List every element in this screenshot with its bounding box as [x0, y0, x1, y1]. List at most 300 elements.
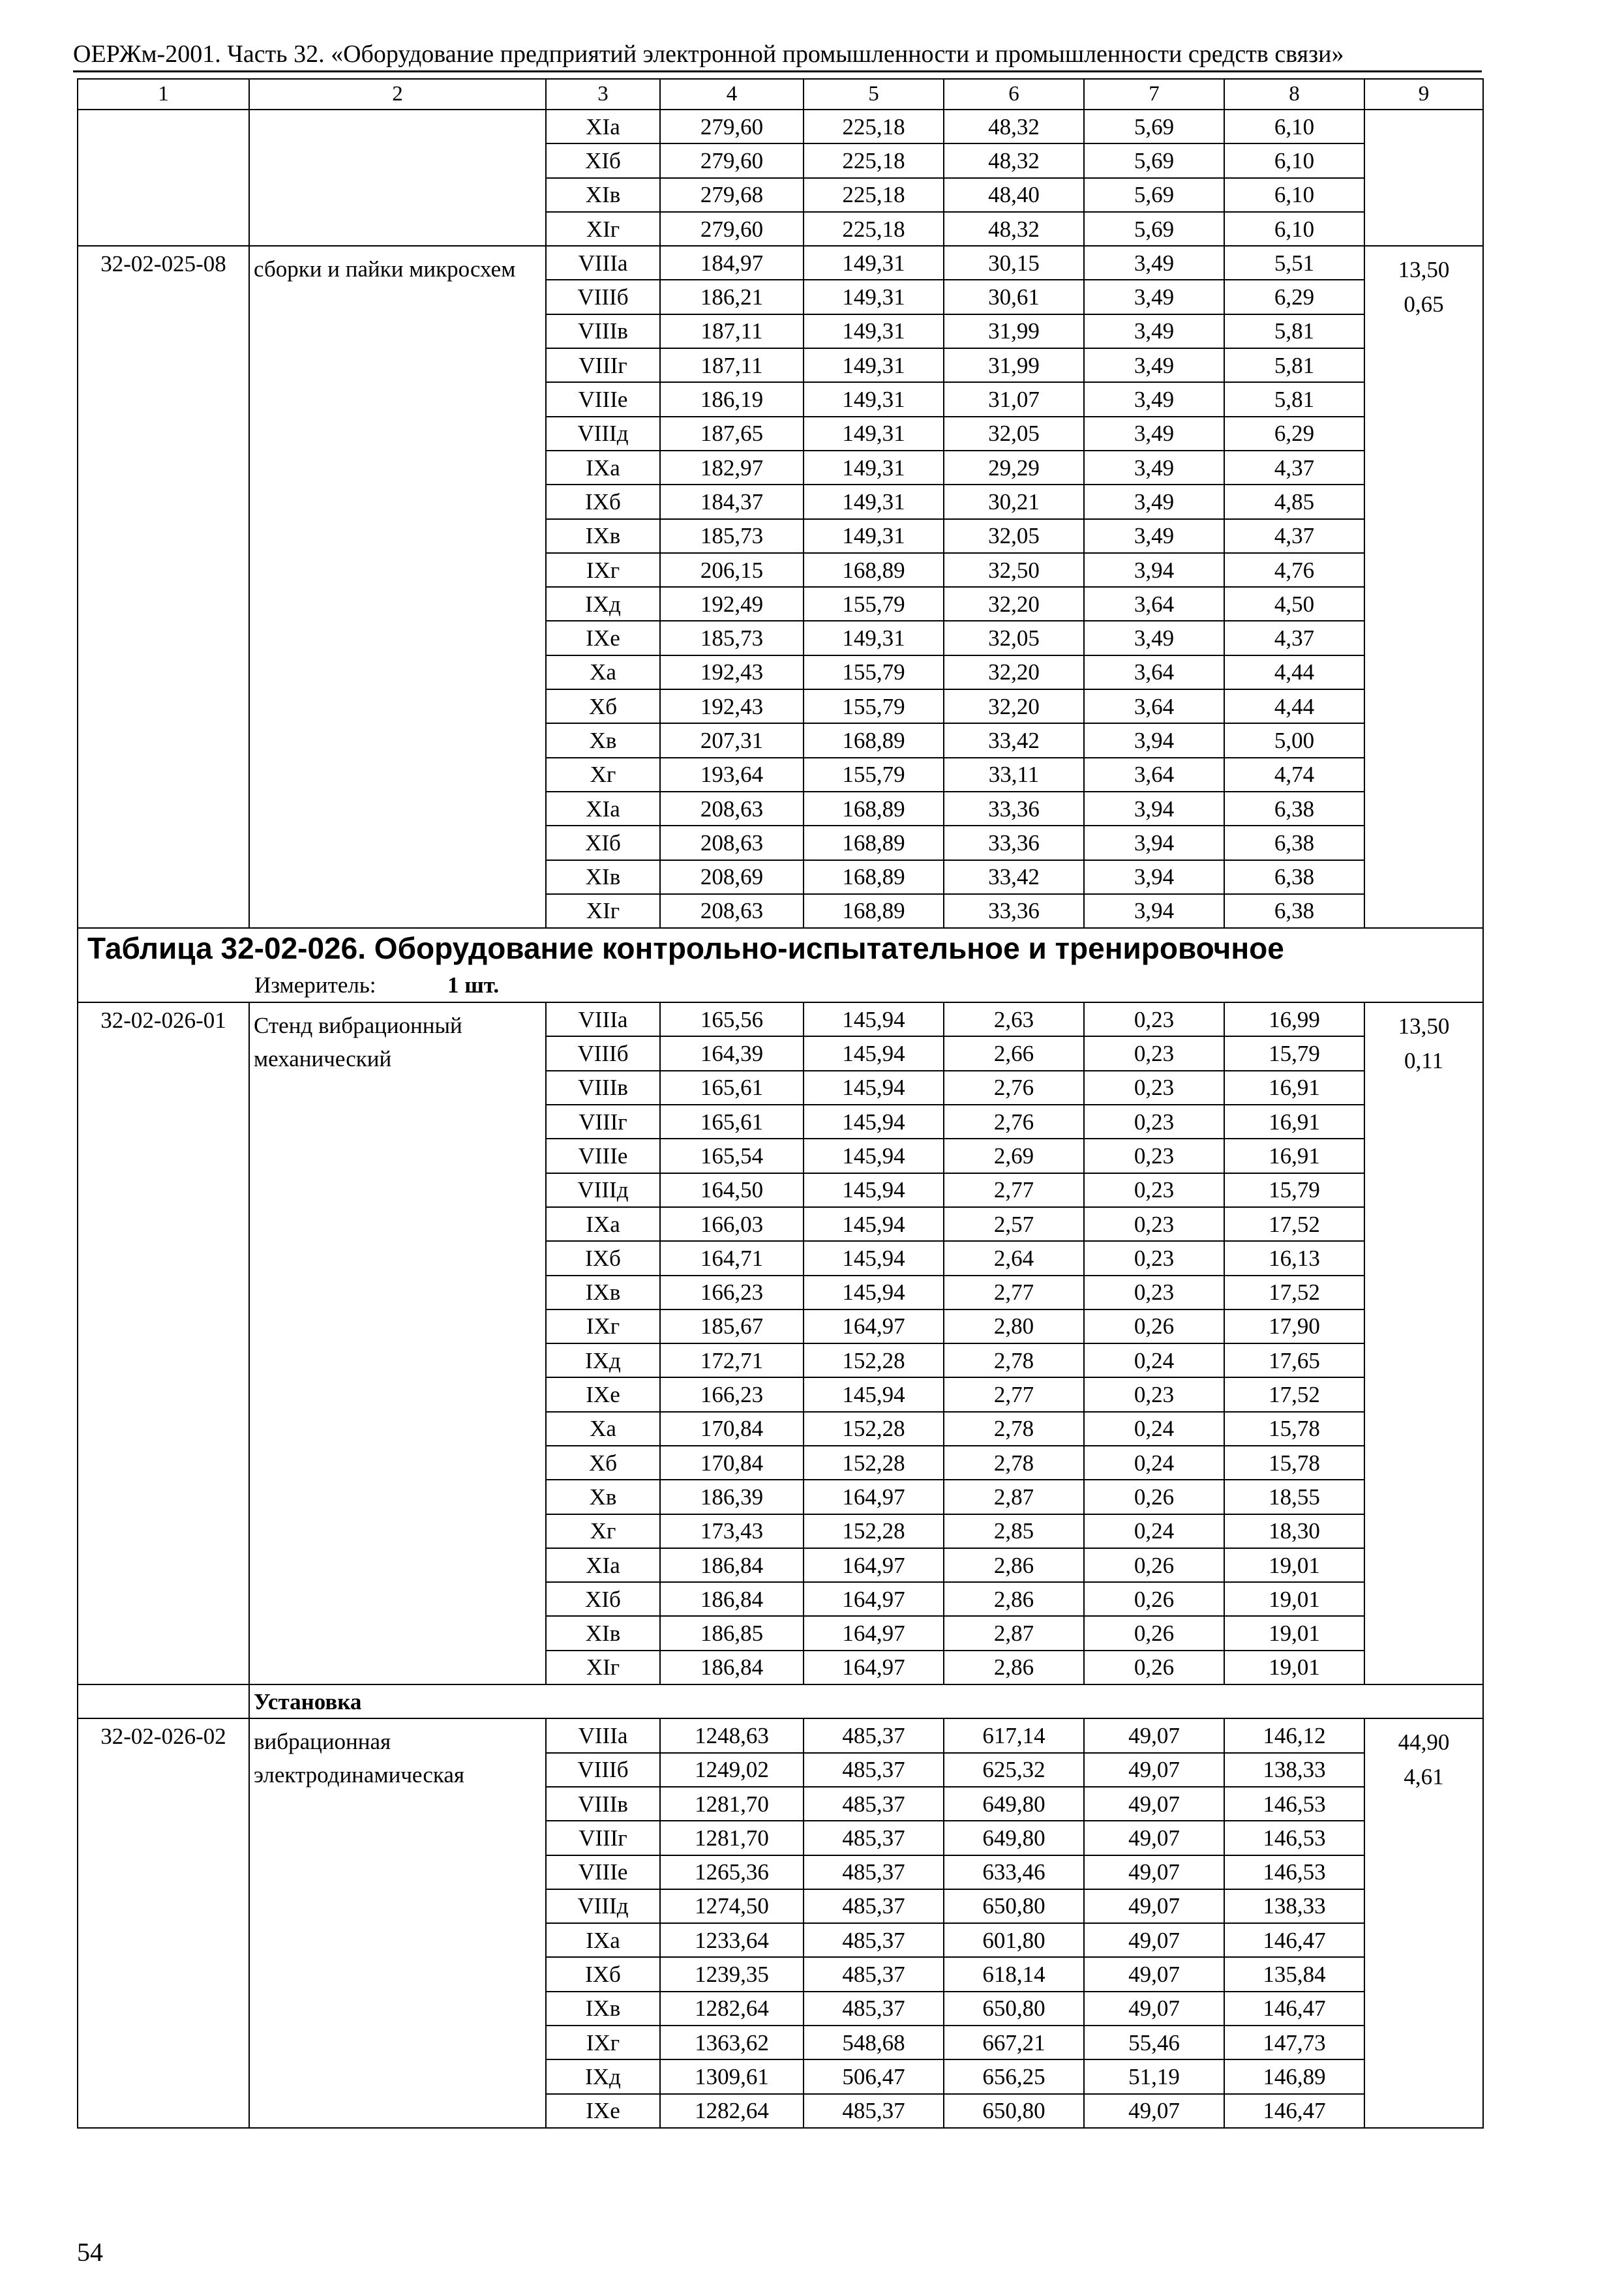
table-cell: 2,76	[944, 1105, 1084, 1139]
table-cell: 1282,64	[660, 2094, 804, 2128]
table-cell: 3,64	[1084, 689, 1224, 723]
table-cell: 173,43	[660, 1514, 804, 1548]
table-cell: 49,07	[1084, 1923, 1224, 1957]
table-cell: 164,97	[804, 1548, 944, 1582]
table-cell: 3,94	[1084, 860, 1224, 894]
table-cell: 0,23	[1084, 1276, 1224, 1309]
table-cell: 0,26	[1084, 1651, 1224, 1684]
table-cell: 2,78	[944, 1343, 1084, 1377]
table-cell: 4,37	[1224, 451, 1364, 485]
table-cell: 186,84	[660, 1651, 804, 1684]
table-cell: 6,38	[1224, 860, 1364, 894]
table-row	[78, 246, 1483, 280]
table-cell	[78, 1684, 249, 1718]
table-cell: 4,37	[1224, 519, 1364, 553]
rate-code: 32-02-026-01	[78, 1002, 249, 1684]
table-cell: 192,43	[660, 689, 804, 723]
table-cell: 149,31	[804, 451, 944, 485]
table-cell: VIIIг	[546, 1105, 660, 1139]
table-cell: 165,61	[660, 1105, 804, 1139]
table-cell: 618,14	[944, 1957, 1084, 1991]
table-cell: 3,94	[1084, 723, 1224, 757]
table-cell: IXе	[546, 621, 660, 655]
column-number: 2	[249, 79, 546, 110]
table-cell: 147,73	[1224, 2026, 1364, 2059]
table-cell: 6,38	[1224, 792, 1364, 826]
equipment-name: вибрационная электродинамическая	[249, 1718, 546, 2128]
table-cell: 32,05	[944, 621, 1084, 655]
table-cell: 48,32	[944, 143, 1084, 177]
table-cell: 32,20	[944, 689, 1084, 723]
table-cell: 149,31	[804, 382, 944, 416]
table-cell: VIIIа	[546, 1718, 660, 1752]
table-cell: 4,85	[1224, 485, 1364, 518]
table-cell: 1239,35	[660, 1957, 804, 1991]
table-cell: VIIIе	[546, 1855, 660, 1889]
table-cell: 192,43	[660, 655, 804, 689]
table-cell: 32,05	[944, 417, 1084, 451]
table-cell: 3,94	[1084, 826, 1224, 860]
table-cell: 0,24	[1084, 1343, 1224, 1377]
table-title: Таблица 32-02-026. Оборудование контрольно-испытательное и тренировочное	[78, 928, 1483, 968]
table-cell: 2,77	[944, 1173, 1084, 1207]
table-cell: 166,23	[660, 1276, 804, 1309]
table-cell: 185,73	[660, 621, 804, 655]
table-cell: Xв	[546, 1480, 660, 1514]
table-cell: 19,01	[1224, 1651, 1364, 1684]
table-cell: VIIIе	[546, 382, 660, 416]
table-cell: 0,23	[1084, 1036, 1224, 1070]
table-row	[78, 1718, 1483, 1752]
table-cell: 149,31	[804, 621, 944, 655]
column-number: 7	[1084, 79, 1224, 110]
table-cell: VIIIб	[546, 1036, 660, 1070]
table-cell: 155,79	[804, 689, 944, 723]
table-cell: VIIIб	[546, 1753, 660, 1787]
table-cell: 184,37	[660, 485, 804, 518]
table-cell: 650,80	[944, 2094, 1084, 2128]
table-cell: XIг	[546, 894, 660, 928]
table-cell: 49,07	[1084, 1821, 1224, 1855]
table-cell: 3,64	[1084, 655, 1224, 689]
table-cell: 5,69	[1084, 178, 1224, 212]
table-cell: 33,11	[944, 758, 1084, 792]
table-cell: 182,97	[660, 451, 804, 485]
table-cell: IXб	[546, 1241, 660, 1275]
table-cell: 187,11	[660, 314, 804, 348]
table-cell: IXб	[546, 1957, 660, 1991]
rates-table	[77, 78, 1484, 2129]
table-cell: 152,28	[804, 1514, 944, 1548]
table-cell: 152,28	[804, 1446, 944, 1480]
table-cell: 0,23	[1084, 1377, 1224, 1411]
table-cell: 145,94	[804, 1241, 944, 1275]
table-cell: 1309,61	[660, 2059, 804, 2093]
table-cell: Xб	[546, 1446, 660, 1480]
table-cell: 30,15	[944, 246, 1084, 280]
table-cell: 485,37	[804, 1821, 944, 1855]
table-cell: IXд	[546, 587, 660, 621]
rate-code	[78, 110, 249, 246]
table-cell: 164,97	[804, 1582, 944, 1616]
table-cell: XIа	[546, 1548, 660, 1582]
table-cell: 172,71	[660, 1343, 804, 1377]
table-cell: 4,37	[1224, 621, 1364, 655]
table-cell: 164,97	[804, 1616, 944, 1650]
table-cell: 15,78	[1224, 1412, 1364, 1446]
table-cell: 506,47	[804, 2059, 944, 2093]
table-cell: 6,10	[1224, 110, 1364, 143]
table-cell: 145,94	[804, 1276, 944, 1309]
equipment-name	[249, 110, 546, 246]
table-cell: 279,68	[660, 178, 804, 212]
table-cell: 17,52	[1224, 1207, 1364, 1241]
table-cell: 32,20	[944, 587, 1084, 621]
table-cell: XIг	[546, 1651, 660, 1684]
table-cell: 164,71	[660, 1241, 804, 1275]
table-cell: 4,44	[1224, 655, 1364, 689]
table-cell: 225,18	[804, 110, 944, 143]
table-cell: 164,97	[804, 1480, 944, 1514]
table-cell: 625,32	[944, 1753, 1084, 1787]
table-cell: 145,94	[804, 1377, 944, 1411]
table-cell: 485,37	[804, 2094, 944, 2128]
table-cell: 2,63	[944, 1002, 1084, 1036]
table-cell: 225,18	[804, 143, 944, 177]
table-cell: 2,76	[944, 1071, 1084, 1105]
table-cell: 1233,64	[660, 1923, 804, 1957]
table-cell: IXа	[546, 1923, 660, 1957]
table-cell: VIIIг	[546, 1821, 660, 1855]
table-cell: 15,79	[1224, 1036, 1364, 1070]
table-cell: 145,94	[804, 1036, 944, 1070]
table-cell: 55,46	[1084, 2026, 1224, 2059]
table-cell: Xв	[546, 723, 660, 757]
table-cell: 32,05	[944, 519, 1084, 553]
table-cell: 187,65	[660, 417, 804, 451]
table-cell: 3,49	[1084, 246, 1224, 280]
table-cell: IXв	[546, 1992, 660, 2026]
table-cell: 186,84	[660, 1582, 804, 1616]
index-value: 4,61	[1404, 1764, 1444, 1790]
index-value: 0,11	[1404, 1048, 1443, 1074]
table-cell: 19,01	[1224, 1548, 1364, 1582]
table-cell: 51,19	[1084, 2059, 1224, 2093]
table-cell: 0,26	[1084, 1582, 1224, 1616]
column-number-row	[78, 79, 1483, 110]
table-cell: 650,80	[944, 1889, 1084, 1923]
table-cell: 192,49	[660, 587, 804, 621]
table-cell: 208,69	[660, 860, 804, 894]
table-cell: 149,31	[804, 519, 944, 553]
table-cell: 18,30	[1224, 1514, 1364, 1548]
table-cell: 4,76	[1224, 553, 1364, 587]
index-cell	[1364, 1718, 1483, 2128]
table-cell: 149,31	[804, 348, 944, 382]
table-cell: 155,79	[804, 587, 944, 621]
index-cell	[1364, 110, 1483, 246]
table-cell: 170,84	[660, 1412, 804, 1446]
table-cell: IXе	[546, 1377, 660, 1411]
table-cell: 145,94	[804, 1071, 944, 1105]
table-cell: 0,23	[1084, 1139, 1224, 1173]
table-cell: 4,74	[1224, 758, 1364, 792]
table-cell: 165,61	[660, 1071, 804, 1105]
table-cell: 0,23	[1084, 1241, 1224, 1275]
table-cell: 5,81	[1224, 348, 1364, 382]
table-cell: 0,26	[1084, 1616, 1224, 1650]
table-cell: 2,66	[944, 1036, 1084, 1070]
table-cell: 279,60	[660, 110, 804, 143]
table-cell: 6,10	[1224, 178, 1364, 212]
table-cell: 149,31	[804, 246, 944, 280]
table-cell: VIIIд	[546, 1889, 660, 1923]
table-cell: 2,69	[944, 1139, 1084, 1173]
table-cell: 2,57	[944, 1207, 1084, 1241]
table-cell: 149,31	[804, 314, 944, 348]
equipment-name: Стенд вибрационный механический	[249, 1002, 546, 1684]
table-cell: Xа	[546, 1412, 660, 1446]
table-cell: 3,49	[1084, 314, 1224, 348]
table-cell: 3,64	[1084, 587, 1224, 621]
table-cell: VIIIа	[546, 246, 660, 280]
table-cell: 48,40	[944, 178, 1084, 212]
table-cell: 279,60	[660, 143, 804, 177]
table-cell: 33,36	[944, 792, 1084, 826]
table-cell: 0,23	[1084, 1071, 1224, 1105]
table-cell: 206,15	[660, 553, 804, 587]
table-cell: 0,24	[1084, 1412, 1224, 1446]
table-cell: 149,31	[804, 417, 944, 451]
table-cell: 145,94	[804, 1002, 944, 1036]
table-cell: 146,47	[1224, 1923, 1364, 1957]
table-cell: XIв	[546, 178, 660, 212]
table-cell: XIа	[546, 792, 660, 826]
table-cell: 485,37	[804, 1855, 944, 1889]
table-cell: 617,14	[944, 1718, 1084, 1752]
table-cell: Xб	[546, 689, 660, 723]
table-cell: 186,84	[660, 1548, 804, 1582]
table-cell: 30,61	[944, 280, 1084, 314]
table-cell: 0,26	[1084, 1309, 1224, 1343]
table-cell: 165,56	[660, 1002, 804, 1036]
table-cell: 170,84	[660, 1446, 804, 1480]
table-cell: XIа	[546, 110, 660, 143]
table-cell: 18,55	[1224, 1480, 1364, 1514]
table-cell: 168,89	[804, 894, 944, 928]
table-row	[78, 110, 1483, 143]
subheading-row	[78, 1684, 1483, 1718]
table-cell: 186,39	[660, 1480, 804, 1514]
table-cell: 5,81	[1224, 314, 1364, 348]
table-cell: 31,99	[944, 348, 1084, 382]
column-number: 9	[1364, 79, 1483, 110]
table-cell: 164,39	[660, 1036, 804, 1070]
table-cell: 4,50	[1224, 587, 1364, 621]
table-cell: 3,49	[1084, 451, 1224, 485]
table-cell: 30,21	[944, 485, 1084, 518]
table-cell: Xа	[546, 655, 660, 689]
table-cell: VIIIв	[546, 314, 660, 348]
table-cell: VIIIд	[546, 417, 660, 451]
table-cell: 485,37	[804, 1718, 944, 1752]
measure-value: 1 шт.	[447, 972, 500, 998]
table-cell: 2,78	[944, 1412, 1084, 1446]
table-cell: 279,60	[660, 212, 804, 246]
table-cell: 5,69	[1084, 143, 1224, 177]
table-cell: 31,07	[944, 382, 1084, 416]
table-cell: 4,44	[1224, 689, 1364, 723]
table-cell: 16,99	[1224, 1002, 1364, 1036]
table-cell: 649,80	[944, 1821, 1084, 1855]
table-cell: 184,97	[660, 246, 804, 280]
table-cell: IXв	[546, 1276, 660, 1309]
table-cell: 168,89	[804, 860, 944, 894]
table-cell: 168,89	[804, 723, 944, 757]
table-cell: 146,47	[1224, 1992, 1364, 2026]
table-cell: 0,24	[1084, 1446, 1224, 1480]
table-cell: 155,79	[804, 758, 944, 792]
table-cell: 48,32	[944, 212, 1084, 246]
table-cell: 16,91	[1224, 1139, 1364, 1173]
table-cell: 2,77	[944, 1276, 1084, 1309]
rate-code: 32-02-026-02	[78, 1718, 249, 2128]
column-number: 8	[1224, 79, 1364, 110]
table-cell: 15,78	[1224, 1446, 1364, 1480]
table-cell: 186,19	[660, 382, 804, 416]
table-cell: 33,36	[944, 894, 1084, 928]
table-cell: 146,12	[1224, 1718, 1364, 1752]
table-cell: 485,37	[804, 1889, 944, 1923]
table-cell: IXб	[546, 485, 660, 518]
table-cell: 164,97	[804, 1309, 944, 1343]
table-cell: IXа	[546, 451, 660, 485]
table-cell: 138,33	[1224, 1889, 1364, 1923]
table-cell: 208,63	[660, 826, 804, 860]
table-cell: 3,64	[1084, 758, 1224, 792]
table-cell: 1248,63	[660, 1718, 804, 1752]
table-cell: 152,28	[804, 1343, 944, 1377]
table-cell: 485,37	[804, 1923, 944, 1957]
measure-row	[78, 968, 1483, 1002]
table-cell: 6,10	[1224, 212, 1364, 246]
table-cell: 17,90	[1224, 1309, 1364, 1343]
column-number: 1	[78, 79, 249, 110]
table-cell: 152,28	[804, 1412, 944, 1446]
table-cell: 49,07	[1084, 1889, 1224, 1923]
table-cell: 49,07	[1084, 1787, 1224, 1821]
table-cell: 207,31	[660, 723, 804, 757]
table-cell: 32,50	[944, 553, 1084, 587]
index-cell	[1364, 1002, 1483, 1684]
table-cell: 3,49	[1084, 485, 1224, 518]
table-cell: 164,50	[660, 1173, 804, 1207]
table-cell: 17,52	[1224, 1276, 1364, 1309]
table-cell: 649,80	[944, 1787, 1084, 1821]
table-cell: 164,97	[804, 1651, 944, 1684]
table-cell: IXг	[546, 553, 660, 587]
index-value: 44,90	[1398, 1729, 1450, 1756]
table-cell: 3,49	[1084, 519, 1224, 553]
table-cell: 48,32	[944, 110, 1084, 143]
table-cell: 1282,64	[660, 1992, 804, 2026]
table-cell: 0,23	[1084, 1207, 1224, 1241]
table-cell: 17,65	[1224, 1343, 1364, 1377]
table-cell: 15,79	[1224, 1173, 1364, 1207]
table-cell: 17,52	[1224, 1377, 1364, 1411]
table-cell: Xг	[546, 758, 660, 792]
column-number: 6	[944, 79, 1084, 110]
table-cell: 2,77	[944, 1377, 1084, 1411]
measure-label: Измеритель:	[254, 972, 376, 998]
table-cell: 185,67	[660, 1309, 804, 1343]
table-cell: 135,84	[1224, 1957, 1364, 1991]
table-cell: 49,07	[1084, 1753, 1224, 1787]
table-cell: 2,87	[944, 1480, 1084, 1514]
table-cell: 667,21	[944, 2026, 1084, 2059]
table-cell: 485,37	[804, 1787, 944, 1821]
table-cell: 49,07	[1084, 1718, 1224, 1752]
table-cell: 2,80	[944, 1309, 1084, 1343]
table-cell: 16,91	[1224, 1105, 1364, 1139]
table-title-row	[78, 928, 1483, 968]
table-cell: VIIIв	[546, 1071, 660, 1105]
table-cell: 168,89	[804, 792, 944, 826]
table-cell: 145,94	[804, 1207, 944, 1241]
table-cell: 33,42	[944, 860, 1084, 894]
table-cell: 146,53	[1224, 1855, 1364, 1889]
table-cell: 145,94	[804, 1173, 944, 1207]
table-cell: XIб	[546, 143, 660, 177]
table-cell: 6,29	[1224, 417, 1364, 451]
table-cell: 149,31	[804, 485, 944, 518]
table-cell: 145,94	[804, 1139, 944, 1173]
table-cell: 165,54	[660, 1139, 804, 1173]
page-number: 54	[77, 2237, 103, 2267]
table-cell: 485,37	[804, 1992, 944, 2026]
table-cell: 548,68	[804, 2026, 944, 2059]
table-cell: 193,64	[660, 758, 804, 792]
table-cell: 1274,50	[660, 1889, 804, 1923]
table-cell: 138,33	[1224, 1753, 1364, 1787]
table-cell: 2,87	[944, 1616, 1084, 1650]
table-cell: 33,36	[944, 826, 1084, 860]
table-cell: 3,49	[1084, 417, 1224, 451]
table-cell: 3,94	[1084, 792, 1224, 826]
table-row	[78, 1002, 1483, 1036]
table-cell: 1281,70	[660, 1787, 804, 1821]
table-cell: 155,79	[804, 655, 944, 689]
table-cell: VIIIб	[546, 280, 660, 314]
table-cell: 1265,36	[660, 1855, 804, 1889]
page-header: ОЕРЖм-2001. Часть 32. «Оборудование предприятий электронной промышленности и промышленности средств связи»	[73, 38, 1482, 72]
table-cell: XIб	[546, 826, 660, 860]
table-cell: IXв	[546, 519, 660, 553]
table-cell: 145,94	[804, 1105, 944, 1139]
index-value: 13,50	[1398, 1013, 1450, 1040]
table-cell: 485,37	[804, 1753, 944, 1787]
table-cell: 2,78	[944, 1446, 1084, 1480]
column-number: 4	[660, 79, 804, 110]
table-cell: 485,37	[804, 1957, 944, 1991]
table-cell: 185,73	[660, 519, 804, 553]
table-cell: IXд	[546, 2059, 660, 2093]
table-cell: 225,18	[804, 178, 944, 212]
table-cell: 49,07	[1084, 2094, 1224, 2128]
table-cell: 650,80	[944, 1992, 1084, 2026]
table-cell: 6,38	[1224, 894, 1364, 928]
table-cell: 33,42	[944, 723, 1084, 757]
